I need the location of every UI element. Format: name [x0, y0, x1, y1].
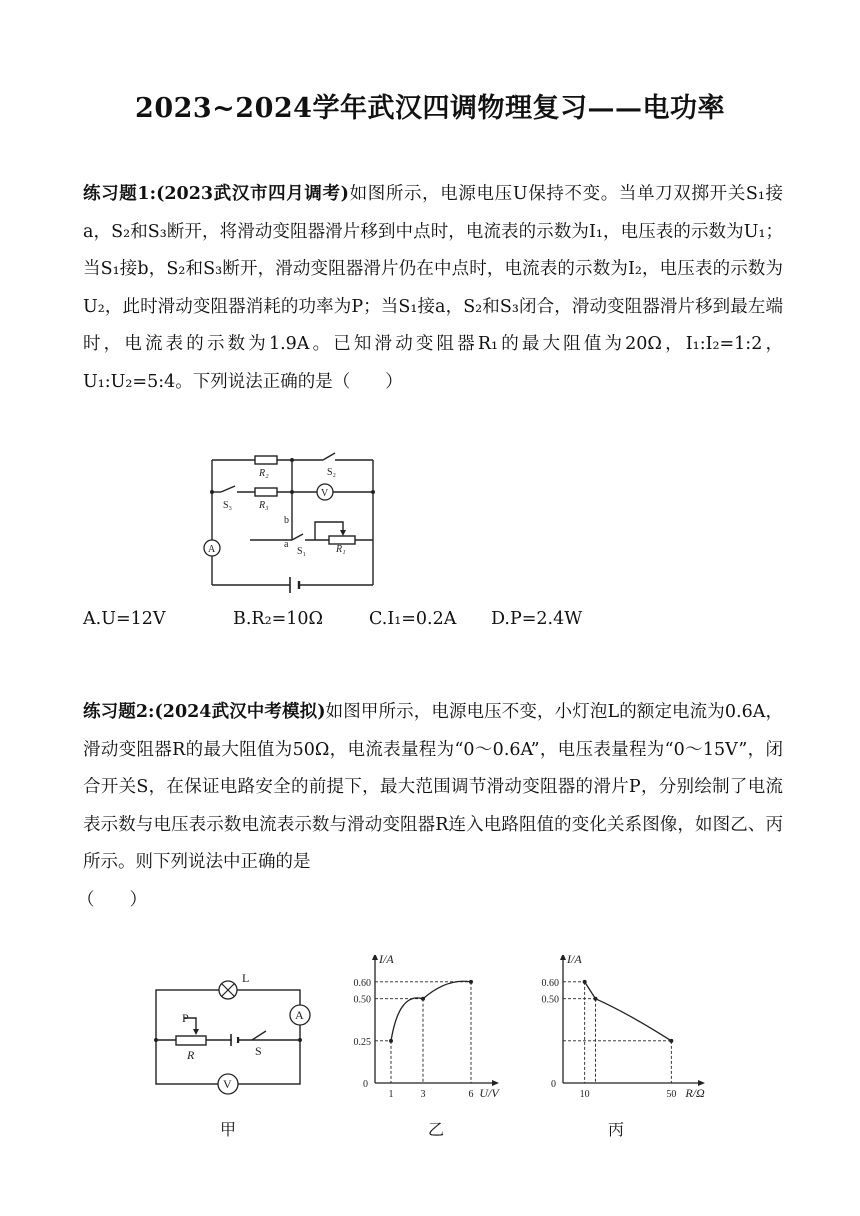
series-line	[391, 981, 471, 1041]
ammeter-label-1: A	[208, 544, 216, 555]
rheostat-label: R	[187, 1048, 195, 1062]
x-tick-label: 50	[666, 1089, 677, 1100]
y-tick-label: 0.50	[353, 994, 371, 1006]
ammeter-label-2: A	[295, 1008, 304, 1022]
data-point	[389, 1039, 393, 1043]
lamp-label: L	[242, 971, 250, 985]
y-axis-arrow	[372, 955, 378, 960]
x-axis-label: R/Ω	[685, 1086, 705, 1100]
y-tick-label: 0.25	[353, 1036, 371, 1048]
figure-label-bing: 丙	[608, 1120, 625, 1139]
option-a: A.U=12V	[83, 609, 166, 629]
option-b: B.R₂=10Ω	[233, 609, 324, 629]
origin-label: 0	[363, 1079, 368, 1090]
y-axis-arrow	[560, 955, 566, 960]
figure-label-jia: 甲	[220, 1120, 237, 1139]
question-2-label: 练习题2:	[83, 702, 155, 722]
question-1-text: 如图所示，电源电压U保持不变。当单刀双掷开关S₁接a，S₂和S₃断开，将滑动变阻器滑片移到中点时，电流表的示数为I₁，电压表的示数为U₁；当S₁接b，S₂和S₃断开，滑动变阻器滑片仍在中点时，电流表的示数为I₂，电压表的示数为U₂，此时滑动变阻器消耗的功率为P；当S₁接a，S₂和S₃闭合，滑动变阻器滑片移到最左端时，电流表的示数为1.9A。已知滑动变阻器R₁的最大阻值为20Ω，I₁:I₂=1:2，U₁:U₂=5:4。下列说法正确的是（ ）	[83, 184, 783, 392]
data-point	[469, 980, 473, 984]
y-tick-label: 0.60	[541, 977, 559, 989]
question-1	[83, 176, 783, 402]
question-1-label: 练习题1:	[83, 184, 157, 204]
x-axis-label: U/V	[479, 1086, 499, 1100]
r3-label: R₃	[259, 500, 269, 511]
y-tick-label: 0.50	[541, 994, 559, 1006]
s3-label: S₃	[223, 500, 233, 511]
data-point	[583, 980, 587, 984]
x-tick-label: 3	[420, 1089, 426, 1100]
question-2-paren: （ ）	[77, 889, 147, 910]
y-axis-label: I/A	[567, 955, 582, 966]
r2-label: R₂	[259, 468, 269, 479]
y-axis-label: I/A	[379, 955, 394, 966]
x-tick-label: 1	[388, 1089, 394, 1100]
chart-i-vs-u	[340, 955, 510, 1105]
option-c: C.I₁=0.2A	[369, 609, 457, 629]
question-2-source: (2024武汉中考模拟)	[154, 702, 326, 722]
question-2	[77, 694, 783, 920]
r1-label: R₁	[336, 544, 346, 555]
circuit-diagram-2	[148, 958, 320, 1100]
chart-i-vs-r	[525, 955, 705, 1105]
s1-label: S₁	[297, 546, 307, 557]
question-2-text: 如图甲所示，电源电压不变，小灯泡L的额定电流为0.6A，滑动变阻器R的最大阻值为50Ω，电流表量程为“0～0.6A”，电压表量程为“0～15V”，闭合开关S，在保证电路安全的前提下，最大范围调节滑动变阻器的滑片P，分别绘制了电流表示数与电压表示数电流表示数与滑动变阻器R连入电路阻值的变化关系图像，如图乙、丙所示。则下列说法中正确的是	[83, 702, 783, 873]
terminal-b-label: b	[284, 515, 289, 526]
series-line	[585, 982, 672, 1041]
option-d: D.P=2.4W	[491, 609, 583, 629]
switch-label: S	[255, 1044, 262, 1058]
figure-label-yi: 乙	[428, 1120, 445, 1139]
slider-label: P	[182, 1011, 189, 1025]
voltmeter-label-1: V	[321, 488, 329, 499]
y-tick-label: 0.60	[353, 977, 371, 989]
data-point	[594, 997, 598, 1001]
origin-label: 0	[551, 1079, 556, 1090]
voltmeter-label-2: V	[223, 1077, 232, 1091]
question-1-options	[83, 609, 643, 639]
data-point	[669, 1039, 673, 1043]
x-tick-label: 6	[468, 1089, 474, 1100]
page-title: 2023~2024学年武汉四调物理复习——电功率	[135, 93, 725, 124]
x-tick-label: 10	[579, 1089, 590, 1100]
question-1-source: (2023武汉市四月调考)	[156, 184, 349, 204]
circuit-diagram-1	[195, 450, 385, 598]
s2-label: S₂	[327, 467, 337, 478]
terminal-a-label: a	[284, 539, 289, 550]
data-point	[421, 997, 425, 1001]
